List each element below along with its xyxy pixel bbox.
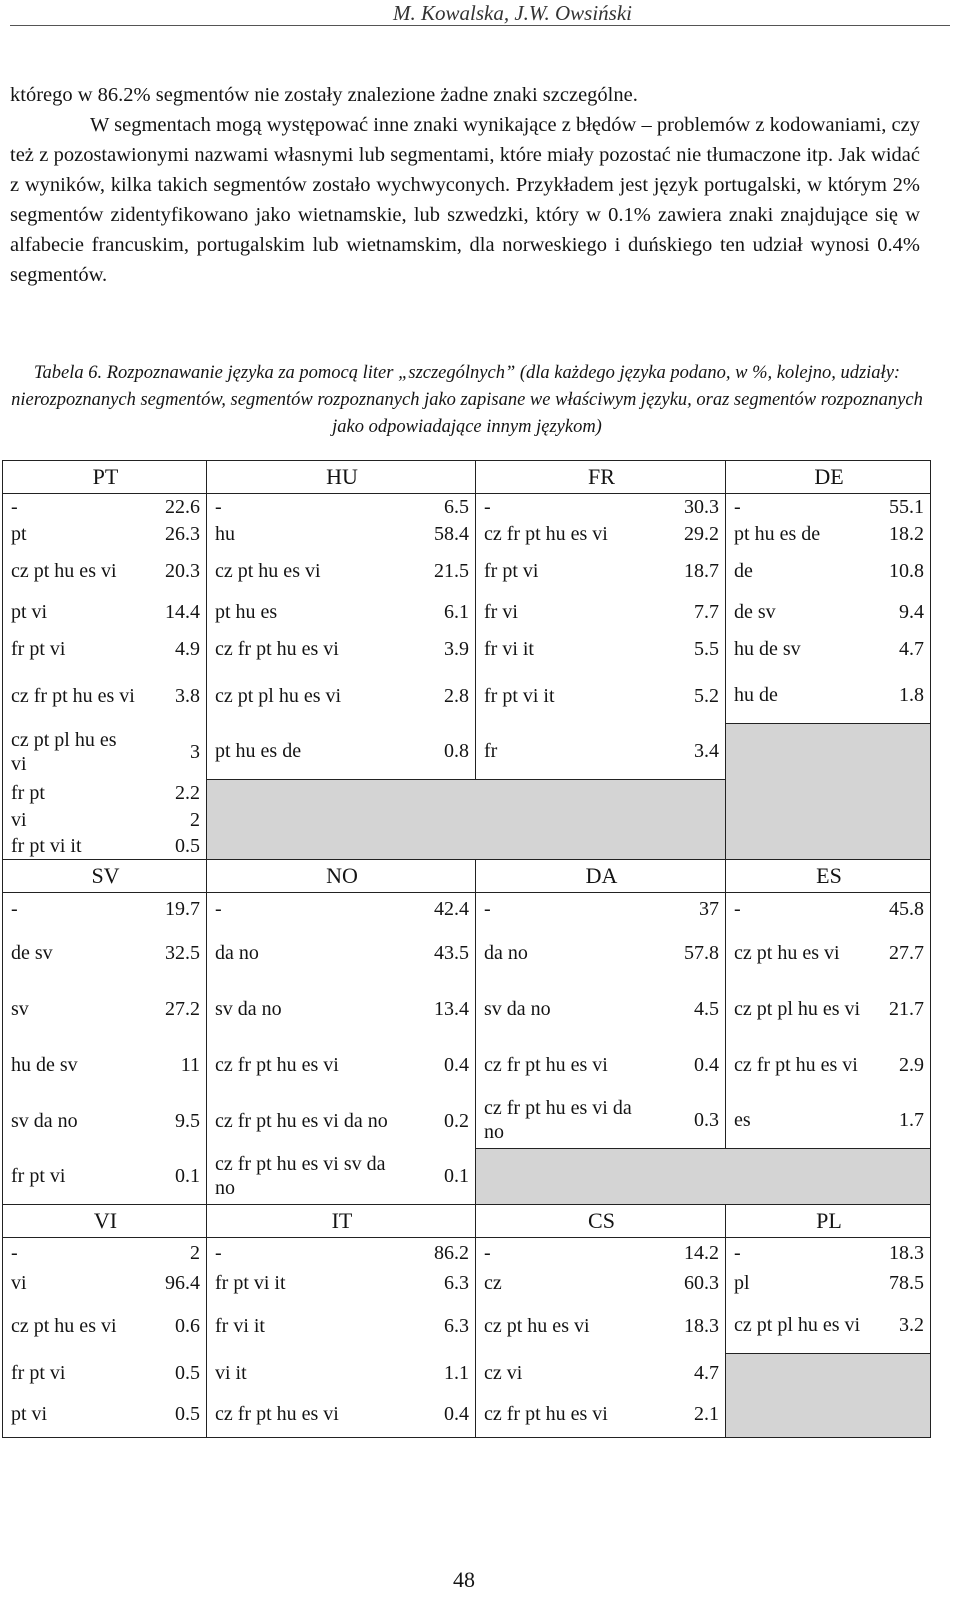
language-set-cell: fr pt vi it [3,834,143,860]
language-set-cell: da no [207,925,412,981]
language-set-cell: vi [3,806,143,834]
language-set-cell: - [726,494,867,520]
table-row [3,1238,931,1268]
percentage-cell: 9.5 [143,1093,207,1149]
language-set-cell: da no [476,925,662,981]
language-set-cell: fr pt vi [476,548,662,594]
language-set-cell: hu de [726,668,867,724]
language-set-cell: cz fr pt hu es vi [3,668,143,724]
percentage-cell: 27.2 [143,981,207,1037]
table-row [3,494,931,520]
percentage-cell: 30.3 [662,494,726,520]
language-set-cell: de [726,548,867,594]
percentage-cell: 6.3 [412,1298,476,1354]
table-row [3,981,931,1037]
language-set-cell: cz [476,1268,662,1298]
table-row [3,1037,931,1093]
language-set-cell: pt [3,520,143,548]
percentage-cell: 18.2 [867,520,931,548]
table-row [3,1093,931,1149]
percentage-cell: 21.5 [412,548,476,594]
percentage-cell: 1.1 [412,1354,476,1392]
language-header-row [3,1205,931,1238]
percentage-cell: 3.2 [867,1298,931,1354]
language-header-row [3,461,931,494]
percentage-cell: 0.1 [412,1149,476,1205]
percentage-cell: 0.4 [412,1037,476,1093]
language-set-cell: cz pt pl hu es vi [207,668,412,724]
percentage-cell: 78.5 [867,1268,931,1298]
percentage-cell: 2 [143,806,207,834]
percentage-cell: 0.5 [143,834,207,860]
language-header: VI [3,1205,207,1238]
header-rule [10,25,950,26]
percentage-cell: 0.1 [143,1149,207,1205]
percentage-cell: 2.1 [662,1392,726,1438]
percentage-cell: 6.3 [412,1268,476,1298]
language-set-cell: - [726,1238,867,1268]
language-set-cell: cz pt pl hu es vi [726,981,867,1037]
running-head: M. Kowalska, J.W. Owsiński [393,1,632,25]
language-set-cell: cz pt hu es vi [476,1298,662,1354]
percentage-cell: 0.8 [412,724,476,780]
language-set-cell: pt hu es de [207,724,412,780]
language-set-cell: pt hu es de [726,520,867,548]
percentage-cell: 22.6 [143,494,207,520]
percentage-cell: 4.7 [867,630,931,668]
percentage-cell: 27.7 [867,925,931,981]
percentage-cell: 60.3 [662,1268,726,1298]
percentage-cell: 55.1 [867,494,931,520]
percentage-cell: 26.3 [143,520,207,548]
language-set-cell: - [3,1238,143,1268]
percentage-cell: 42.4 [412,893,476,925]
language-set-cell: cz fr pt hu es vi [726,1037,867,1093]
percentage-cell: 57.8 [662,925,726,981]
language-set-cell: - [726,893,867,925]
percentage-cell: 4.7 [662,1354,726,1392]
language-set-cell: fr vi it [207,1298,412,1354]
language-header: PT [3,461,207,494]
table-row [3,1149,931,1205]
percentage-cell: 32.5 [143,925,207,981]
percentage-cell: 3.8 [143,668,207,724]
percentage-cell: 0.2 [412,1093,476,1149]
percentage-cell: 6.1 [412,594,476,630]
language-header: NO [207,860,476,893]
empty-cell [476,1149,931,1205]
percentage-cell: 13.4 [412,981,476,1037]
percentage-cell: 7.7 [662,594,726,630]
language-set-cell: cz pt pl hu es vi [726,1298,867,1354]
percentage-cell: 0.5 [143,1392,207,1438]
language-set-cell: vi [3,1268,143,1298]
percentage-cell: 10.8 [867,548,931,594]
table-row [3,925,931,981]
percentage-cell: 37 [662,893,726,925]
language-set-cell: vi it [207,1354,412,1392]
percentage-cell: 9.4 [867,594,931,630]
caption-text: Rozpoznawanie języka za pomocą liter „szczególnych” (dla każdego języka podano, w %, kolejno, udziały: nierozpoznanych segmentów, segmentów rozpoznanych jako zapisane we właściwym języku, oraz segmentów rozpoznanych jako odpowiadające innym językom) [11,363,923,437]
percentage-cell: 0.5 [143,1354,207,1392]
language-header: SV [3,860,207,893]
language-set-cell: cz fr pt hu es vi sv da no [207,1149,412,1205]
language-set-cell: cz fr pt hu es vi [207,1392,412,1438]
language-set-cell: sv da no [3,1093,143,1149]
language-set-cell: de sv [726,594,867,630]
table-row [3,893,931,925]
body-paragraph: W segmentach mogą występować inne znaki wynikające z błędów – problemów z kodowaniami, czy też z pozostawionymi nazwami własnymi lub segmentami, które miały pozostać nie tłumaczone itp. Jak widać z wyników, kilka takich segmentów zostało wychwyconych. Przykładem jest język portugalski, w którym 2% segmentów zidentyfikowano jako wietnamskie, lub szwedzki, który w 0.1% zawiera znaki znajdujące się w alfabecie francuskim, portugalskim lub wietnamskim, dla norweskiego i duńskiego ten udział wynosi 0.4% segmentów. [10,114,920,286]
language-header: DE [726,461,931,494]
language-set-cell: fr pt vi it [476,668,662,724]
percentage-cell: 20.3 [143,548,207,594]
percentage-cell: 18.3 [867,1238,931,1268]
table-row [3,1298,931,1354]
language-header: IT [207,1205,476,1238]
language-set-cell: hu de sv [3,1037,143,1093]
percentage-cell: 1.7 [867,1093,931,1149]
percentage-cell: 3.9 [412,630,476,668]
table-body [3,461,931,1438]
language-set-cell: pt vi [3,594,143,630]
percentage-cell: 0.3 [662,1093,726,1149]
table-row [3,630,931,668]
language-set-cell: - [476,494,662,520]
percentage-cell: 4.5 [662,981,726,1037]
language-set-cell: - [476,893,662,925]
percentage-cell: 3 [143,724,207,780]
percentage-cell: 96.4 [143,1268,207,1298]
language-set-cell: fr pt vi [3,630,143,668]
percentage-cell: 6.5 [412,494,476,520]
language-set-cell: fr vi [476,594,662,630]
language-set-cell: hu [207,520,412,548]
percentage-cell: 14.2 [662,1238,726,1268]
language-set-cell: es [726,1093,867,1149]
language-set-cell: cz pt hu es vi [3,548,143,594]
percentage-cell: 5.2 [662,668,726,724]
language-header: ES [726,860,931,893]
language-header: FR [476,461,726,494]
body-text [10,80,920,290]
language-set-cell: de sv [3,925,143,981]
table-row [3,1268,931,1298]
caption-label: Tabela 6. [33,363,103,383]
table-row [3,520,931,548]
language-set-cell: fr pt vi it [207,1268,412,1298]
language-set-cell: cz fr pt hu es vi [476,1392,662,1438]
language-set-cell: hu de sv [726,630,867,668]
language-set-cell: fr pt vi [3,1149,143,1205]
language-header: DA [476,860,726,893]
language-set-cell: pt vi [3,1392,143,1438]
percentage-cell: 5.5 [662,630,726,668]
language-set-cell: sv da no [476,981,662,1037]
language-set-cell: cz fr pt hu es vi da no [476,1093,662,1149]
language-set-cell: - [207,494,412,520]
percentage-cell: 0.4 [662,1037,726,1093]
language-set-cell: cz pt hu es vi [207,548,412,594]
language-set-cell: pl [726,1268,867,1298]
percentage-cell: 2 [143,1238,207,1268]
language-set-cell: - [207,1238,412,1268]
language-set-cell: sv da no [207,981,412,1037]
empty-cell [207,780,726,860]
language-set-cell: fr pt vi [3,1354,143,1392]
language-set-cell: fr [476,724,662,780]
percentage-cell: 2.8 [412,668,476,724]
language-header-row [3,860,931,893]
percentage-cell: 58.4 [412,520,476,548]
percentage-cell: 19.7 [143,893,207,925]
language-set-cell: - [3,893,143,925]
language-set-cell: - [476,1238,662,1268]
percentage-cell: 3.4 [662,724,726,780]
language-set-cell: cz fr pt hu es vi [476,520,662,548]
percentage-cell: 29.2 [662,520,726,548]
percentage-cell: 18.7 [662,548,726,594]
language-set-cell: cz vi [476,1354,662,1392]
language-set-cell: sv [3,981,143,1037]
percentage-cell: 86.2 [412,1238,476,1268]
language-set-cell: cz pt hu es vi [726,925,867,981]
percentage-cell: 0.6 [143,1298,207,1354]
percentage-cell: 43.5 [412,925,476,981]
table-row [3,724,931,780]
percentage-cell: 1.8 [867,668,931,724]
language-set-cell: pt hu es [207,594,412,630]
percentage-cell: 2.9 [867,1037,931,1093]
table-row [3,548,931,594]
percentage-cell: 2.2 [143,780,207,806]
table-row [3,594,931,630]
language-header: CS [476,1205,726,1238]
table-row [3,668,931,724]
page-number: 48 [453,1567,475,1592]
language-set-cell: cz fr pt hu es vi da no [207,1093,412,1149]
table-row [3,1354,931,1392]
percentage-cell: 0.4 [412,1392,476,1438]
language-header: HU [207,461,476,494]
language-set-cell: fr vi it [476,630,662,668]
language-set-cell: cz pt pl hu es vi [3,724,143,780]
percentage-cell: 11 [143,1037,207,1093]
table-caption [10,360,924,441]
language-set-cell: - [3,494,143,520]
language-set-cell: fr pt [3,780,143,806]
empty-cell [726,1354,931,1438]
empty-cell [726,724,931,860]
percentage-cell: 18.3 [662,1298,726,1354]
percentage-cell: 45.8 [867,893,931,925]
language-recognition-table [2,460,931,1438]
percentage-cell: 4.9 [143,630,207,668]
percentage-cell: 21.7 [867,981,931,1037]
language-set-cell: cz fr pt hu es vi [476,1037,662,1093]
language-set-cell: cz fr pt hu es vi [207,1037,412,1093]
language-set-cell: - [207,893,412,925]
body-line: którego w 86.2% segmentów nie zostały znalezione żadne znaki szczególne. [10,84,638,106]
language-set-cell: cz pt hu es vi [3,1298,143,1354]
language-set-cell: cz fr pt hu es vi [207,630,412,668]
percentage-cell: 14.4 [143,594,207,630]
language-header: PL [726,1205,931,1238]
